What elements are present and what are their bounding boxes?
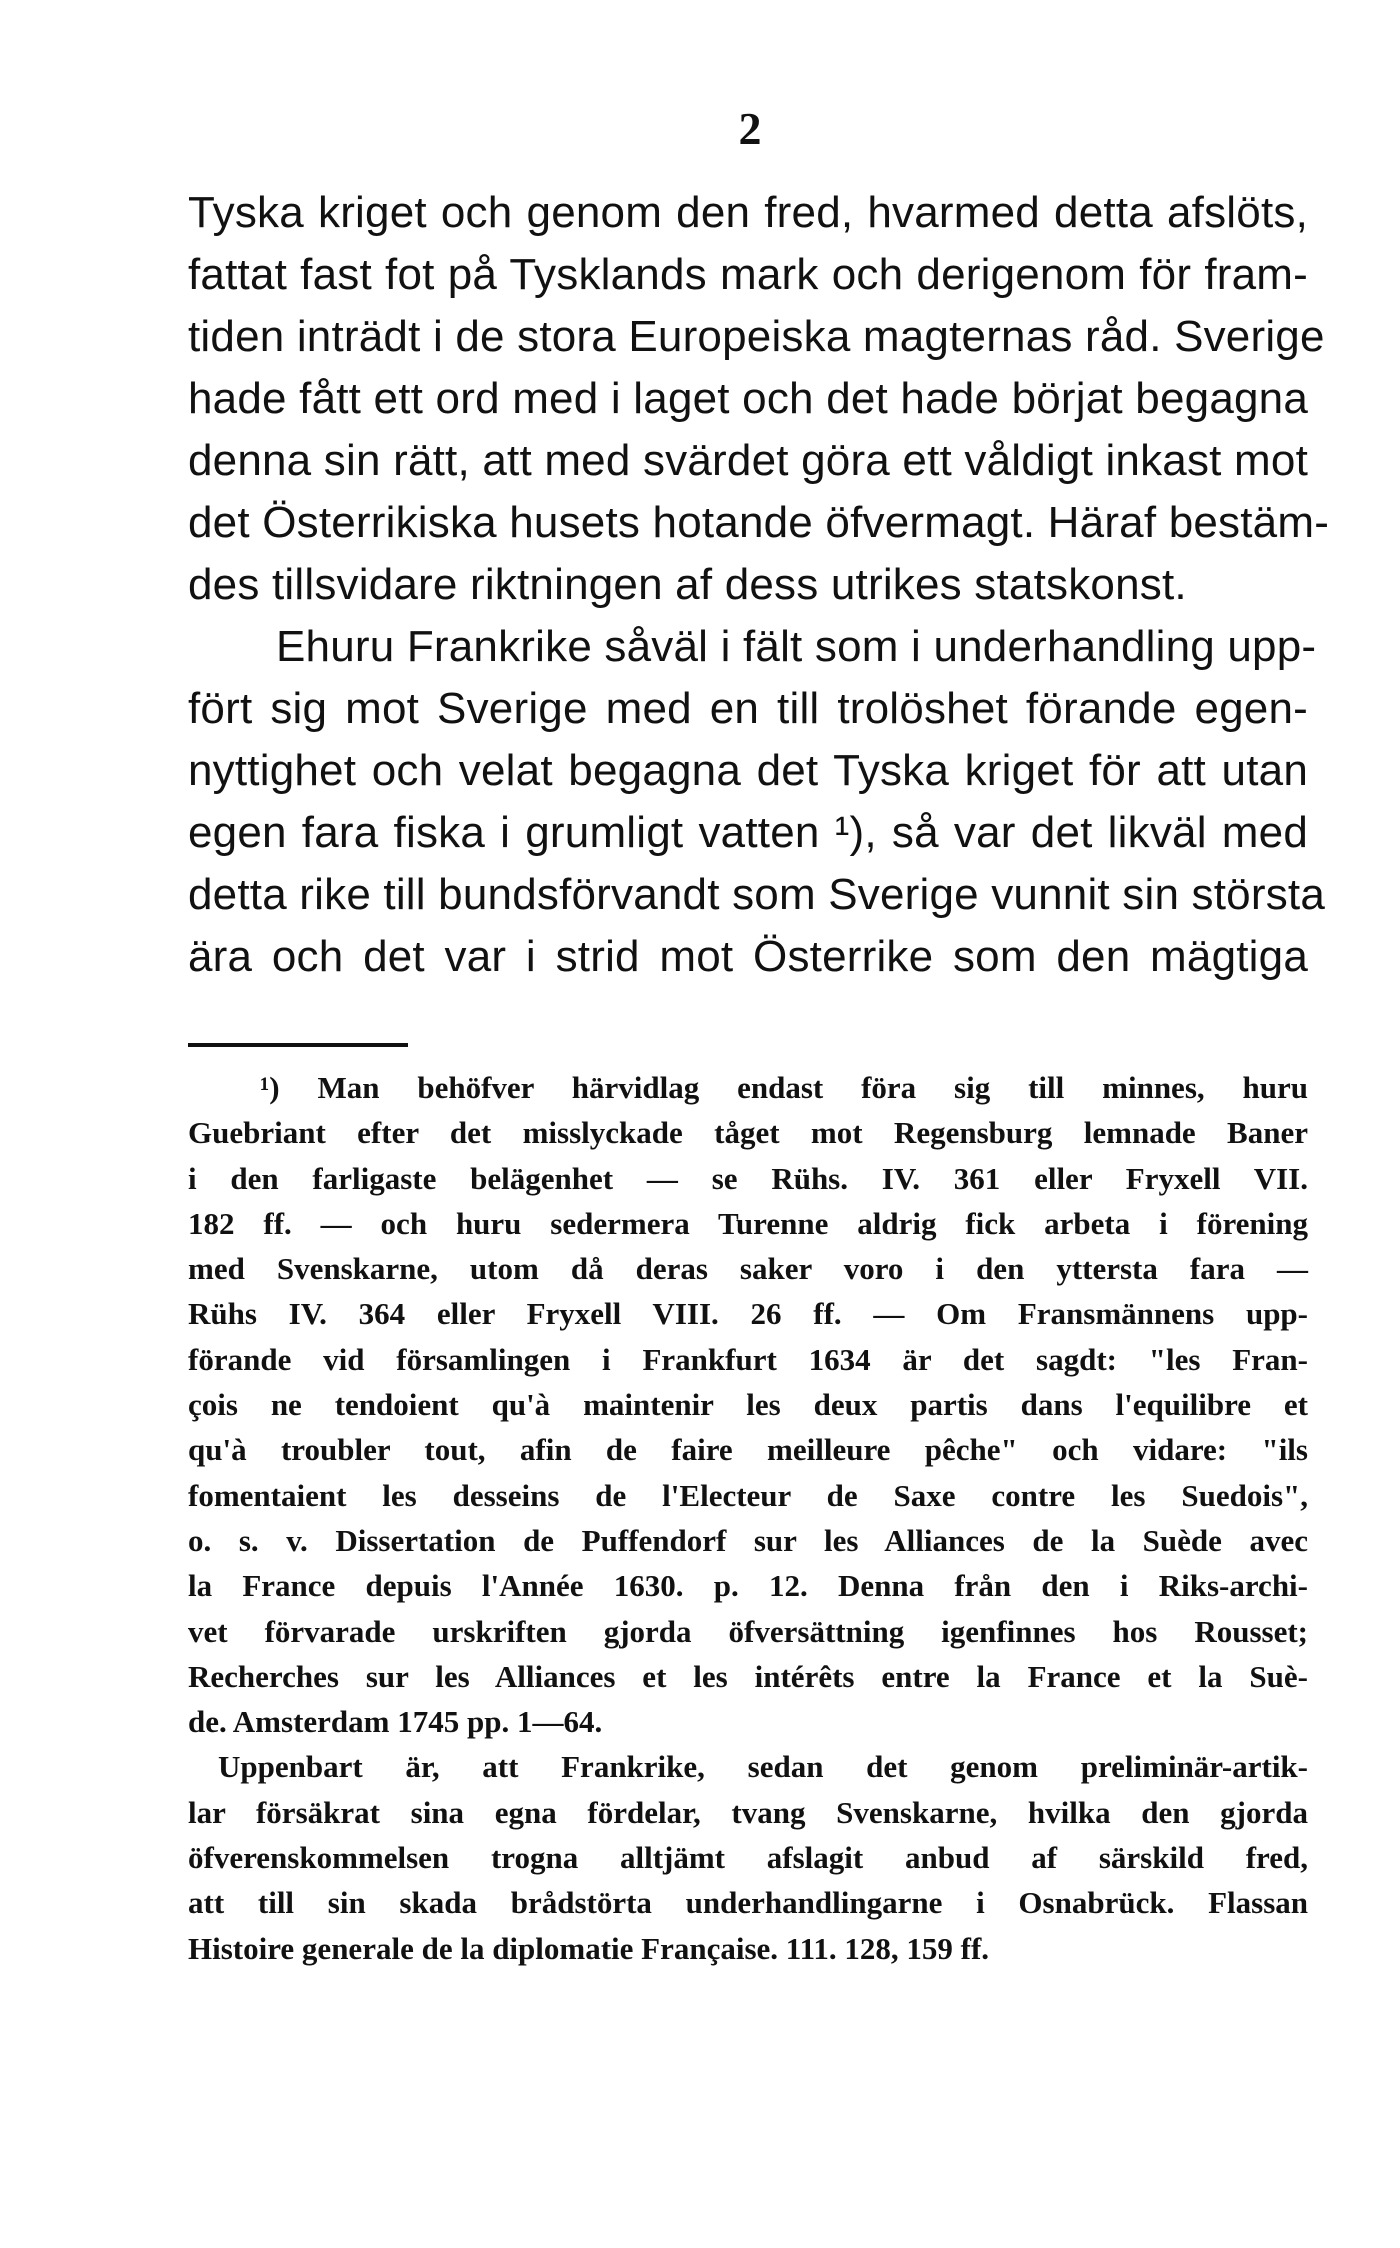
body-line: tiden inträdt i de stora Europeiska magternas råd. Sverige	[188, 312, 1325, 361]
footnote-line: qu'à troubler tout, afin de faire meilleure pêche" och vidare: "ils	[188, 1432, 1308, 1468]
footnote-line: ¹) Man behöfver härvidlag endast föra sig till minnes, huru	[260, 1070, 1308, 1105]
page-number: 2	[738, 103, 762, 154]
footnote-line: çois ne tendoient qu'à maintenir les deux partis dans l'equilibre et	[188, 1387, 1308, 1423]
footnote-line: förande vid församlingen i Frankfurt 1634 är det sagdt: "les Fran-	[188, 1341, 1308, 1377]
footnote-line: öfverenskommelsen trogna alltjämt afslagit anbud af särskild fred,	[188, 1840, 1308, 1876]
footnote-line: Uppenbart är, att Frankrike, sedan det genom preliminär-artik-	[218, 1749, 1308, 1785]
footnote-line: i den farligaste belägenhet — se Rühs. IV. 361 eller Fryxell VII.	[188, 1160, 1308, 1196]
body-text	[188, 182, 1330, 988]
footnote-line: de. Amsterdam 1745 pp. 1—64.	[188, 1704, 603, 1740]
body-line: det Österrikiska husets hotande öfvermagt. Häraf bestäm-	[188, 498, 1330, 547]
footnote-line: med Svenskarne, utom då deras saker voro i den yttersta fara —	[188, 1251, 1308, 1287]
footnote-line: Guebriant efter det misslyckade tåget mot Regensburg lemnade Baner	[188, 1115, 1308, 1151]
footnote-divider	[188, 1043, 408, 1047]
body-line: egen fara fiska i grumligt vatten ¹), så var det likväl med	[188, 808, 1308, 857]
body-line: fört sig mot Sverige med en till trolöshet förande egen-	[188, 684, 1308, 733]
body-line: nyttighet och velat begagna det Tyska kriget för att utan	[188, 746, 1308, 795]
body-line: ära och det var i strid mot Österrike som den mägtiga	[188, 932, 1308, 981]
footnote-line: lar försäkrat sina egna fördelar, tvang Svenskarne, hvilka den gjorda	[188, 1794, 1308, 1830]
footnote-line: fomentaient les desseins de l'Electeur de Saxe contre les Suedois",	[188, 1477, 1308, 1513]
footnote-line: vet förvarade urskriften gjorda öfversättning igenfinnes hos Rousset;	[188, 1613, 1308, 1649]
body-line: fattat fast fot på Tysklands mark och derigenom för fram-	[188, 250, 1308, 299]
body-line: hade fått ett ord med i laget och det hade börjat begagna	[188, 374, 1308, 423]
body-line: detta rike till bundsförvandt som Sverige vunnit sin största	[188, 870, 1325, 919]
footnote-line: 182 ff. — och huru sedermera Turenne aldrig fick arbeta i förening	[188, 1205, 1308, 1241]
footnote-line: att till sin skada brådstörta underhandlingarne i Osnabrück. Flassan	[188, 1885, 1308, 1921]
body-line: denna sin rätt, att med svärdet göra ett våldigt inkast mot	[188, 436, 1308, 485]
body-line: des tillsvidare riktningen af dess utrikes statskonst.	[188, 560, 1187, 609]
footnote-line: Histoire generale de la diplomatie Française. 111. 128, 159 ff.	[188, 1930, 990, 1966]
footnote-line: la France depuis l'Année 1630. p. 12. Denna från den i Riks-archi-	[188, 1568, 1308, 1604]
body-line: Tyska kriget och genom den fred, hvarmed detta afslöts,	[188, 188, 1308, 237]
footnote-line: o. s. v. Dissertation de Puffendorf sur les Alliances de la Suède avec	[188, 1522, 1308, 1558]
footnote-line: Rühs IV. 364 eller Fryxell VIII. 26 ff. — Om Fransmännens upp-	[188, 1296, 1308, 1332]
footnote-line: Recherches sur les Alliances et les intérêts entre la France et la Suè-	[188, 1658, 1308, 1694]
body-line: Ehuru Frankrike såväl i fält som i underhandling upp-	[276, 622, 1317, 671]
footnotes	[188, 1065, 1308, 1971]
